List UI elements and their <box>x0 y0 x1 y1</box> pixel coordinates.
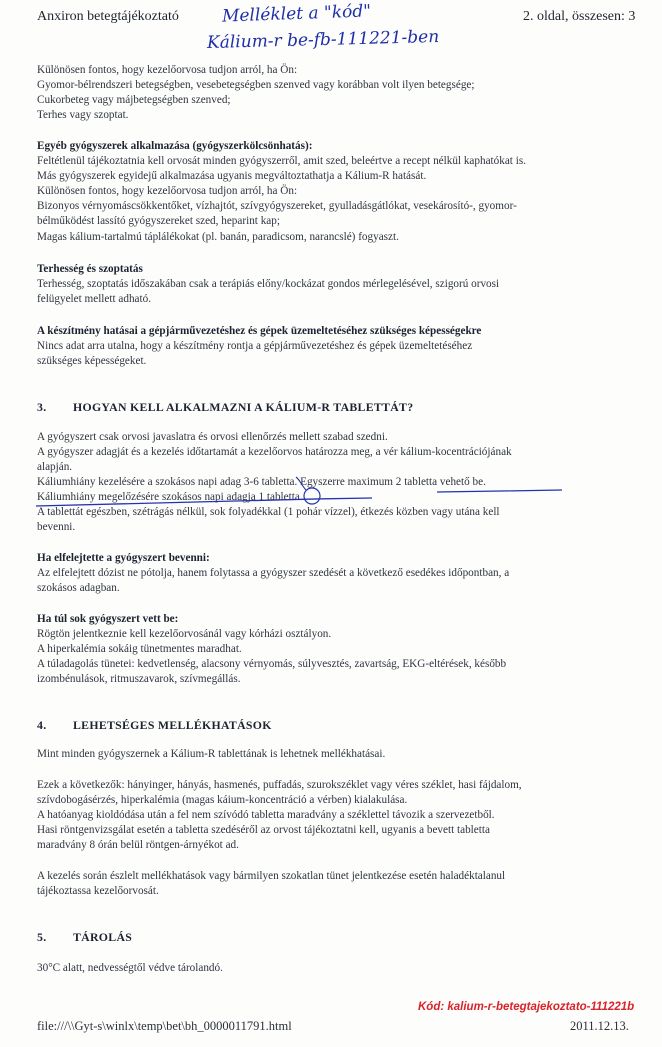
text-line: tájékoztassa kezelőorvosát. <box>37 885 159 897</box>
forgot-dose-heading: Ha elfelejtette a gyógyszert bevenni: <box>37 552 210 564</box>
dosage-line-treatment: Káliumhiány kezelésére a szokásos napi adag 3-6 tabletta. Egyszerre maximum 2 tabletta vehető be. <box>37 476 486 488</box>
overdose-heading: Ha túl sok gyógyszert vett be: <box>37 613 179 625</box>
text-line: Terhes vagy szoptat. <box>37 109 129 121</box>
storage-text: 30°C alatt, nedvességtől védve tárolandó. <box>37 962 223 974</box>
text-line: A gyógyszer adagját és a kezelés időtartamát a kezelőorvos határozza meg, a vér kálium-kocentrációjának <box>37 446 512 458</box>
text-line: A kezelés során észlelt mellékhatások vagy bármilyen szokatlan tünet jelentkezése esetén haladéktalanul <box>37 870 506 882</box>
text-line: Különösen fontos, hogy kezelőorvosa tudjon arról, ha Ön: <box>37 185 298 197</box>
document-header-title: Anxiron betegtájékoztató <box>37 9 179 24</box>
text-line: Hasi röntgenvizsgálat esetén a tabletta szedéséről az orvost tájékoztatni kell, ugyanis a bevett tabletta <box>37 824 490 836</box>
text-line: Különösen fontos, hogy kezelőorvosa tudjon arról, ha Ön: <box>37 64 298 76</box>
text-line: alapján. <box>37 461 73 473</box>
underline-dosage-icon <box>36 498 372 506</box>
dosage-line-prevention: Káliumhiány megelőzésére szokásos napi adagja 1 tabletta. <box>37 491 303 503</box>
text-line: A gyógyszert csak orvosi javaslatra és orvosi ellenőrzés mellett szabad szedni. <box>37 431 388 443</box>
text-line: izombénulások, ritmuszavarok, szívmegállás. <box>37 673 241 685</box>
text-line: szívdobogásérzés, hiperkalémia (magas káium-koncentráció a vérben) kialakulása. <box>37 794 408 806</box>
text-line: felügyelet mellett adható. <box>37 293 152 305</box>
document-code-stamp: Kód: kalium-r-betegtajekoztato-111221b <box>418 1001 635 1013</box>
interactions-heading: Egyéb gyógyszerek alkalmazása (gyógyszerkölcsönhatás): <box>37 140 313 152</box>
text-line: A tablettát egészben, szétrágás nélkül, sok folyadékkal (1 pohár vízzel), étkezés közben vagy utána kell <box>37 506 500 518</box>
section-3-number: 3. <box>37 400 47 414</box>
pregnancy-heading: Terhesség és szoptatás <box>37 263 143 275</box>
text-line: Rögtön jelentkeznie kell kezelőorvosánál vagy kórházi osztályon. <box>37 628 332 640</box>
side-effects-intro: Mint minden gyógyszernek a Kálium-R tablettának is lehetnek mellékhatásai. <box>37 748 386 760</box>
text-line: A hatóanyag kioldódása után a fel nem szívódó tabletta maradvány a széklettel távozik a szervezetből. <box>37 809 495 821</box>
text-line: Gyomor-bélrendszeri betegségben, vesebetegségben szenved vagy korábban volt ilyen betegsége; <box>37 79 475 91</box>
text-line: Más gyógyszerek egyidejű alkalmazása ugyanis megváltoztathatja a Kálium-R hatását. <box>37 170 427 182</box>
text-line: szükséges képességeket. <box>37 355 147 367</box>
section-5-number: 5. <box>37 930 47 944</box>
text-line: bevenni. <box>37 521 76 533</box>
print-date: 2011.12.13. <box>570 1019 629 1033</box>
section-4-title: LEHETSÉGES MELLÉKHATÁSOK <box>73 718 272 732</box>
text-line: Az elfelejtett dózist ne pótolja, hanem folytassa a gyógyszer szedését a következő esedékes időpontban, a <box>37 567 510 579</box>
text-line: szokásos adagban. <box>37 582 120 594</box>
text-line: bélműködést lassító gyógyszereket szed, heparint kap; <box>37 215 280 227</box>
arrow-stroke-icon <box>296 477 306 490</box>
text-line: Ezek a következők: hányinger, hányás, hasmenés, puffadás, szurokszéklet vagy véres széklet, hasi fájdalom, <box>37 779 522 791</box>
text-line: A túladagolás tünetei: kedvetlenség, alacsony vérnyomás, súlyvesztés, zavartság, EKG-eltérések, később <box>37 658 507 670</box>
text-line: Cukorbeteg vagy májbetegségben szenved; <box>37 94 231 106</box>
text-line: Magas kálium-tartalmú táplálékokat (pl. banán, paradicsom, narancslé) fogyaszt. <box>37 231 399 243</box>
text-line: Bizonyos vérnyomáscsökkentőket, vízhajtót, szívgyógyszereket, gyulladásgátlókat, vesekárosító-, gyomor- <box>37 200 517 212</box>
section-4-number: 4. <box>37 718 47 732</box>
page-indicator: 2. oldal, összesen: 3 <box>523 9 636 24</box>
text-line: Feltétlenül tájékoztatnia kell orvosát minden gyógyszerről, amit szed, beleértve a recept nélkül kaphatókat is. <box>37 155 526 167</box>
text-line: A hiperkalémia sokáig tünetmentes maradhat. <box>37 643 242 655</box>
underline-max-dose-icon <box>437 490 562 492</box>
text-line: maradvány 8 órán belül röntgen-árnyékot ad. <box>37 839 239 851</box>
section-3-title: HOGYAN KELL ALKALMAZNI A KÁLIUM-R TABLETTÁT? <box>73 400 414 414</box>
circle-mark-icon <box>304 488 320 504</box>
file-path-link[interactable]: file:///\\Gyt-s\winlx\temp\bet\bh_0000011791.html <box>37 1019 292 1033</box>
text-line: Terhesség, szoptatás időszakában csak a terápiás előny/kockázat gondos mérlegelésével, szigorú orvosi <box>37 278 500 290</box>
handwritten-note-line2: Kálium-r be-fb-111221-ben <box>206 26 440 54</box>
section-5-title: TÁROLÁS <box>73 930 133 944</box>
handwritten-note-line1: Melléklet a "kód" <box>221 1 372 27</box>
text-line: Nincs adat arra utalna, hogy a készítmény rontja a gépjárművezetéshez és gépek üzemeltetéséhez <box>37 340 473 352</box>
driving-heading: A készítmény hatásai a gépjárművezetéshez és gépek üzemeltetéséhez szükséges képességekre <box>37 325 482 337</box>
